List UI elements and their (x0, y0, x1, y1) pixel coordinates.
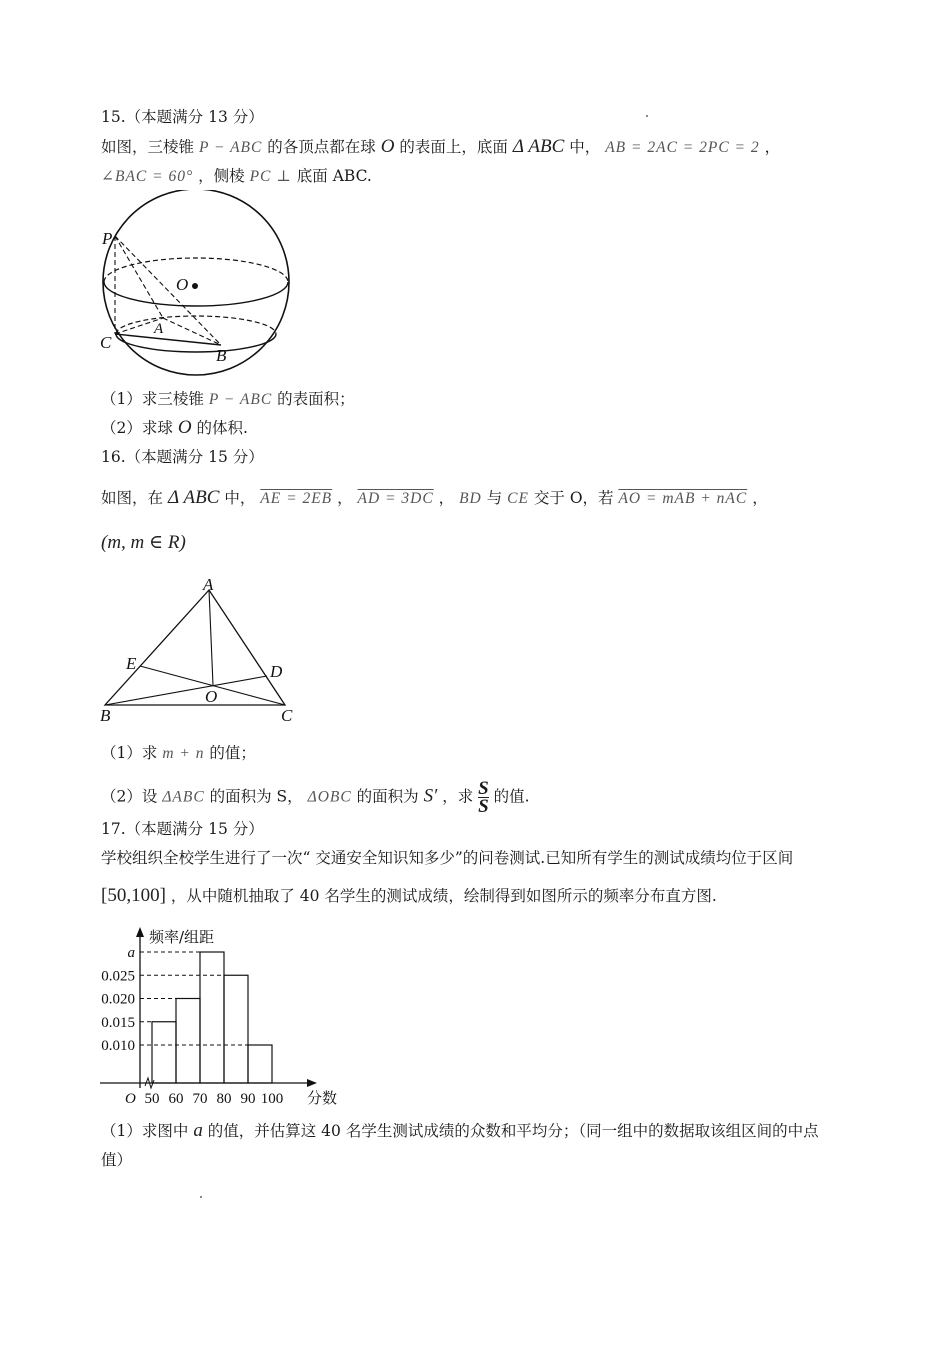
q15-part2 (101, 417, 248, 439)
q16-heading: 16.（本题满分 15 分） (101, 448, 264, 466)
q15-math-perp: PC ⊥ (249, 168, 292, 185)
equator-back (104, 258, 288, 282)
segment-ao (209, 590, 213, 685)
q17-part1-text: （1）求图中 (101, 1122, 189, 1140)
q15-text: ， (764, 138, 781, 156)
q16-part2-text: ，求 (442, 787, 474, 806)
q15-text: 的表面上，底面 (399, 138, 508, 156)
q15-text: 的各顶点都在球 (267, 138, 376, 156)
q16-stem-line1 (101, 487, 768, 510)
q15-text: 底面 ABC. (296, 167, 372, 185)
q16-part1 (101, 742, 256, 765)
q16-part2-text: 的值. (493, 787, 530, 806)
y-axis-arrow (136, 927, 144, 937)
center-dot (192, 283, 198, 289)
q15-math-sphere: O (380, 136, 395, 157)
histogram-bar (152, 1022, 176, 1083)
x-tick-label: 100 (260, 1091, 284, 1107)
q16-math-bd: BD (459, 490, 482, 507)
label-d: D (270, 662, 283, 681)
label-a: A (154, 321, 164, 337)
q15-math-angle: ∠BAC = 60° (101, 168, 194, 185)
q17-part1-math: a (193, 1120, 203, 1141)
x-tick-label: 50 (144, 1091, 160, 1107)
q15-math-pyramid: P − ABC (198, 139, 263, 156)
q15-part1-text: （1）求三棱锥 (101, 390, 204, 408)
q17-part1-line2: 值） (101, 1151, 133, 1169)
q15-text: 如图，三棱锥 (101, 138, 195, 156)
fraction (478, 780, 489, 815)
q16-math-ce: CE (507, 490, 529, 507)
fraction-numerator: S (478, 778, 489, 799)
label-c: C (281, 706, 293, 725)
axis-break (145, 1078, 154, 1088)
label-a: A (203, 575, 214, 594)
label-p: P (102, 229, 113, 248)
q15-text: ，侧棱 (198, 167, 245, 185)
q16-text: 中， (224, 489, 256, 507)
q16-part2-text: 的面积为 S， (209, 787, 303, 806)
label-e: E (126, 654, 137, 673)
q16-text: 与 (486, 489, 503, 507)
q16-part2-text: 的面积为 (356, 787, 419, 806)
triangle-abc (105, 590, 285, 705)
y-tick-label: 0.020 (101, 991, 135, 1008)
q15-part1-math: P − ABC (208, 391, 273, 408)
q15-heading: 15.（本题满分 13 分） (101, 108, 264, 126)
q16-math-domain: (m, m ∈ R) (101, 532, 186, 553)
q16-math-triangle: Δ ABC (167, 487, 220, 508)
q17-stem-line2 (101, 885, 717, 907)
q16-math-vec-ad: AD = 3DC (357, 490, 434, 507)
q16-math-vec-ao: AO = mAB + nAC (618, 490, 748, 507)
triangle-figure (95, 575, 305, 730)
histogram-bar (224, 975, 248, 1083)
y-tick-label: 0.025 (101, 968, 135, 985)
q15-part2-math: O (177, 417, 192, 438)
q16-part1-text: （1）求 (101, 744, 158, 762)
q16-part2-math: ΔABC (162, 788, 205, 806)
histogram-bar (176, 999, 200, 1084)
q17-part1-text: 的值，并估算这 40 名学生测试成绩的众数和平均分；（同一组中的数据取该组区间的中点 (207, 1122, 819, 1140)
label-b: B (100, 706, 111, 725)
label-o: O (205, 687, 218, 706)
q16-text: 如图，在 (101, 489, 164, 507)
q16-part2-math: S′ (423, 785, 438, 807)
q16-stem-line2 (101, 532, 186, 554)
q16-text: ， (438, 489, 455, 507)
edge-pa (115, 236, 163, 318)
x-axis-arrow (307, 1079, 317, 1087)
q16-text: ， (752, 489, 768, 507)
x-tick-label: 70 (192, 1091, 208, 1107)
q16-text: 交于 O，若 (533, 489, 614, 507)
q16-text: ， (337, 489, 353, 507)
q16-math-vec-ae: AE = 2EB (260, 490, 333, 507)
q15-text: 中， (569, 138, 601, 156)
origin-label: O (125, 1091, 136, 1107)
sphere-outline (103, 190, 289, 375)
q17-heading: 17.（本题满分 15 分） (101, 820, 264, 838)
q16-part2-text: （2）设 (101, 787, 158, 806)
y-tick-label: 0.010 (101, 1038, 135, 1054)
q15-math-lengths: AB = 2AC = 2PC = 2 (605, 139, 760, 156)
q16-part1-text: 的值； (209, 744, 256, 762)
q16-part2-math: ΔOBC (307, 788, 352, 806)
label-o: O (176, 275, 189, 294)
q15-part2-text: （2）求球 (101, 419, 173, 437)
q15-part1 (101, 388, 355, 411)
sphere-pyramid-figure (95, 190, 305, 380)
x-tick-label: 90 (240, 1091, 256, 1107)
x-tick-label: 80 (216, 1091, 232, 1107)
histogram-bar (200, 952, 224, 1083)
label-c: C (100, 333, 112, 352)
q15-math-triangle: Δ ABC (512, 136, 565, 157)
q16-part2 (101, 780, 530, 815)
q17-part1-line1 (101, 1120, 819, 1142)
edge-cb (115, 334, 221, 345)
q17-text: ，从中随机抽取了 40 名学生的测试成绩，绘制得到如图所示的频率分布直方图. (170, 887, 717, 905)
x-axis-label: 分数 (307, 1089, 338, 1107)
q15-stem-line1 (101, 136, 780, 159)
y-tick-label: a (127, 945, 135, 961)
label-b: B (216, 346, 227, 365)
q17-stem-line1: 学校组织全校学生进行了一次“ 交通安全知识知多少”的问卷测试.已知所有学生的测试成绩均位于区间 (101, 849, 794, 867)
q15-part2-text: 的体积. (196, 419, 248, 437)
segment-bd (105, 676, 267, 705)
q17-math-interval: [50,100] (101, 885, 166, 906)
q15-stem-line2 (101, 165, 372, 188)
scan-speck (646, 115, 648, 117)
frequency-histogram (95, 920, 345, 1110)
q16-part1-math: m + n (162, 745, 205, 762)
fraction-denominator: S (478, 796, 489, 817)
y-tick-label: 0.015 (101, 1014, 135, 1031)
y-axis-label: 频率/组距 (149, 928, 215, 946)
q15-part1-text: 的表面积； (277, 390, 355, 408)
x-tick-label: 60 (168, 1091, 184, 1107)
edge-ab (163, 318, 221, 345)
histogram-bar (248, 1045, 272, 1083)
scan-speck (200, 1196, 202, 1198)
